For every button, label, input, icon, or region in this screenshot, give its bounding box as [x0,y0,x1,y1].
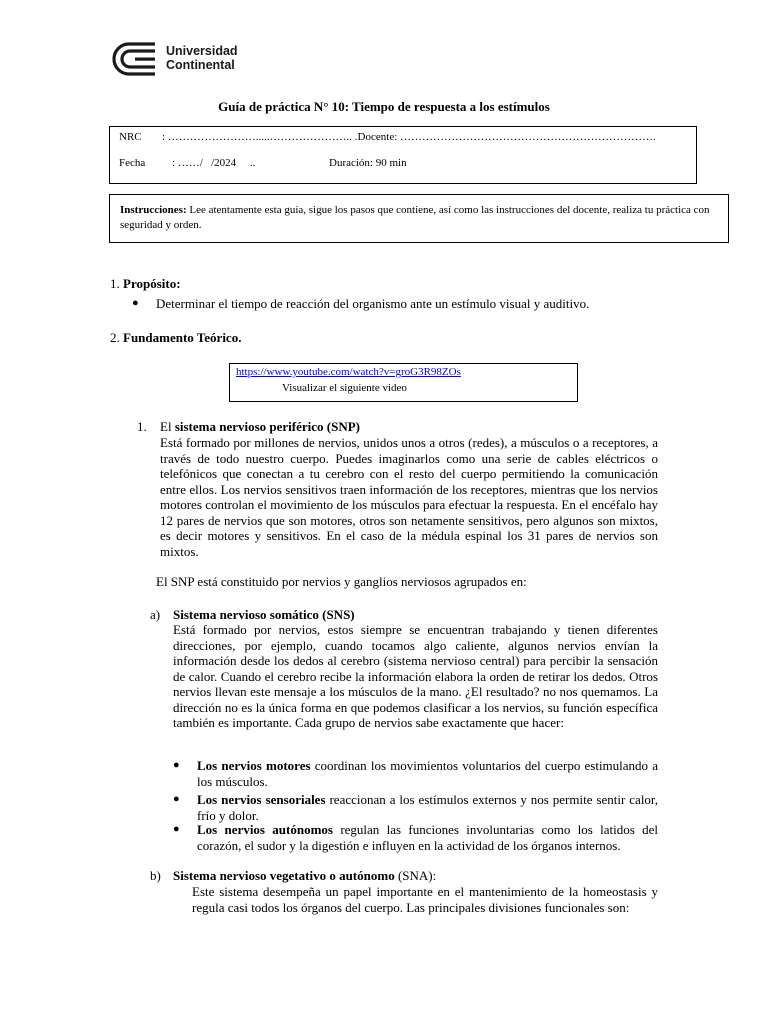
bullet-icon: ● [173,823,180,835]
section1-heading [110,276,181,292]
section1-number: 1. [110,276,120,291]
sns-bullet-motor-text: coordinan los movimientos voluntarios del cuerpo estimulando a los músculos. [197,758,658,789]
instructions-box [109,194,729,243]
sns-bullet-sensory-text: reaccionan a los estímulos externos y nos permite sentir calor, frío y dolor. [197,792,658,823]
snp-number: 1. [137,419,147,434]
sns-bullet-sensory [197,792,658,823]
sns-bullet-sensory-bold: Los nervios sensoriales [197,792,326,807]
video-box [229,363,578,402]
section1-bullet-text: Determinar el tiempo de reacción del organismo ante un estímulo visual y auditivo. [156,296,590,311]
page-title: Guía de práctica N° 10: Tiempo de respuesta a los estímulos [218,99,550,114]
section1-title: Propósito: [123,276,181,291]
info-box [109,126,697,184]
sns-letter: a) [150,607,161,622]
sns-bullet-autonomic [197,822,658,853]
section2-heading [110,330,241,346]
university-line1: Universidad [166,44,238,58]
sna-title-bold: Sistema nervioso vegetativo o autónomo [173,868,395,883]
sns-bullet-autonomic-text: regulan las funciones involuntarias como los latidos del corazón, el sudor y la digestión e influyen en la actividad de los órganos internos. [197,822,658,853]
sna-letter: b) [150,868,161,883]
sna-title-suffix: (SNA): [394,868,437,883]
bullet-icon: ● [132,297,139,309]
duration: Duración: 90 min [329,157,407,169]
snp-body: Está formado por millones de nervios, unidos unos a otros (redes), a músculos o a receptores, a través de todo nuestro cuerpo. Puedes imaginarlos como una serie de cables eléctricos o telefónicos que conectan a tu cerebro con el resto del cuerpo permitiendo la comunicación entre ellos. Los nervios sensitivos traen información de los receptores, mientras que los nervios motores controlan el movimiento de los músculos para efectuar la respuesta. En el encéfalo hay 12 pares de nervios que son motores, otros son netamente sensitivos, pero algunos son mixtos, es decir motores y sensitivos. En el caso de la médula espinal los 31 pares de nervios son mixtos. [160,435,658,559]
video-link[interactable]: https://www.youtube.com/watch?v=groG3R98ZOs [236,366,461,378]
sns-title: Sistema nervioso somático (SNS) [173,607,355,622]
sna-body: Este sistema desempeña un papel importante en el mantenimiento de la homeostasis y regula casi todos los órganos del cuerpo. Las principales divisiones funcionales son: [192,884,658,915]
sns-bullet-motor [197,758,658,789]
university-name [166,44,238,72]
video-caption: Visualizar el siguiente video [282,382,407,394]
instructions-text: Lee atentamente esta guía, sigue los pasos que contiene, así como las instrucciones del docente, realiza tu práctica con seguridad y orden. [120,204,710,231]
bullet-icon: ● [173,759,180,771]
snp-title [160,419,360,435]
sns-body: Está formado por nervios, estos siempre se encuentran trabajando y tienen diferentes direcciones, por ejemplo, cuando tocamos algo caliente, algunos nervios envían la información desde los dedos al cerebro (sistema nervioso central) para percibir la sensación de calor. Cuando el cerebro recibe la información elabora la orden de retirar los dedos. Otros nervios llevan este mensaje a los músculos de la mano. ¿El resultado? no nos quemamos. La dirección no es la única forma en que podemos clasificar a los nervios, su función específica también es importante. Cada grupo de nervios sabe exactamente que hacer: [173,622,658,730]
section2-title: Fundamento Teórico. [123,330,242,345]
nrc-label: NRC [119,131,142,143]
snp-title-bold: sistema nervioso periférico (SNP) [174,419,361,434]
snp-constituted: El SNP está constituido por nervios y ganglios nerviosos agrupados en: [156,574,527,589]
fecha-value: : ……/ /2024 .. [172,157,256,169]
sna-title [173,868,436,884]
nrc-value: : …………………….....………………….. .Docente: ……………………………………………………………. [162,131,656,143]
fecha-label: Fecha [119,157,146,169]
snp-title-prefix: El [160,419,175,434]
sns-bullet-autonomic-bold: Los nervios autónomos [197,822,333,837]
sns-bullet-motor-bold: Los nervios motores [197,758,311,773]
bullet-icon: ● [173,793,180,805]
instructions-label: Instrucciones: [120,204,187,216]
section2-number: 2. [110,330,120,345]
university-line2: Continental [166,58,235,72]
